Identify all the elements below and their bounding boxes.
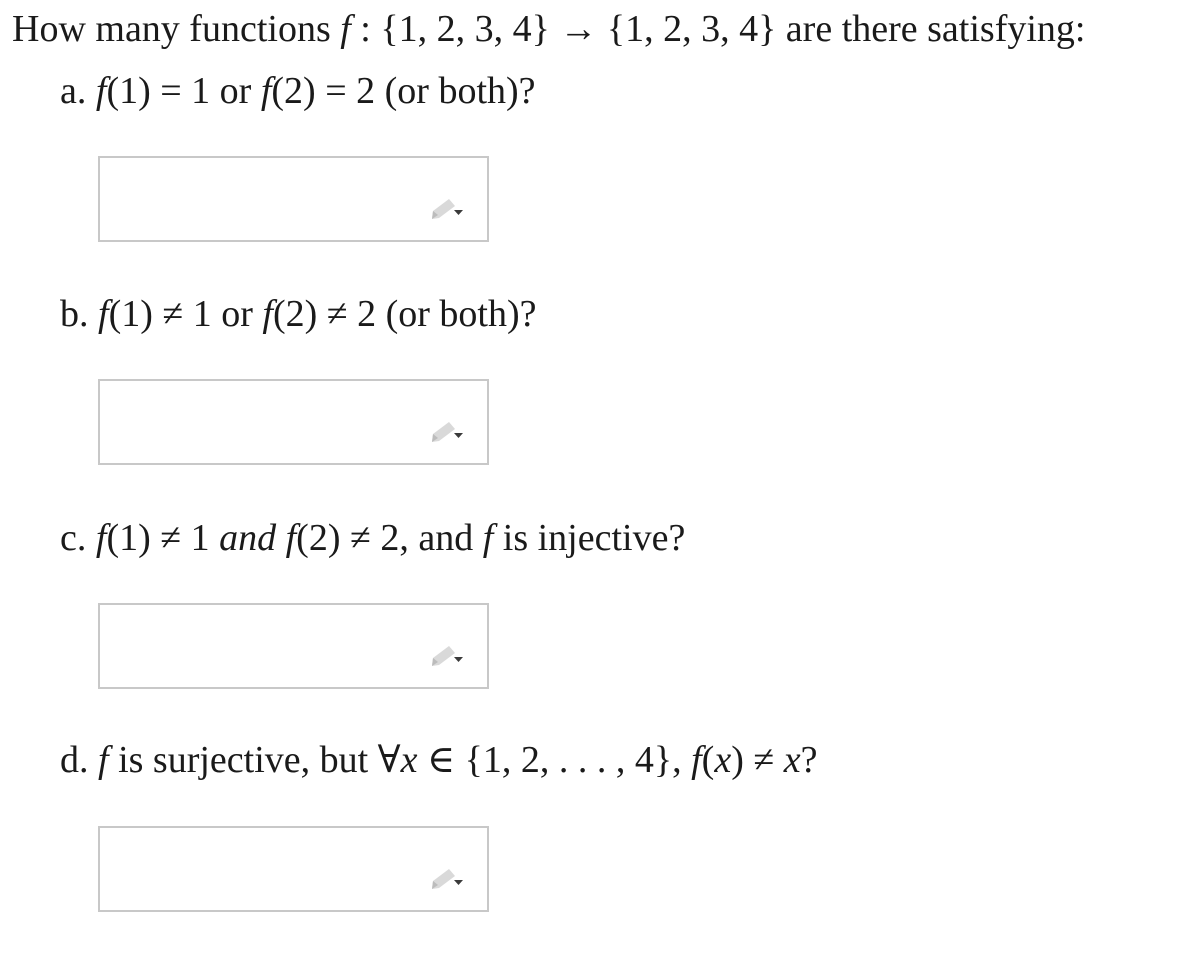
question-part-c [60,513,685,563]
pencil-icon[interactable] [429,417,467,443]
answer-input-a[interactable] [98,156,489,242]
question-part-b-text: b. f(1) ≠ 1 or f(2) ≠ 2 (or both)? [60,293,537,335]
pencil-icon[interactable] [429,194,467,220]
answer-input-b[interactable] [98,379,489,465]
answer-input-d[interactable] [98,826,489,912]
answer-input-c[interactable] [98,603,489,689]
pencil-icon[interactable] [429,641,467,667]
question-part-b [60,289,537,339]
question-part-a-text: a. f(1) = 1 or f(2) = 2 (or both)? [60,70,536,112]
question-prompt-rendered: How many functions f : {1, 2, 3, 4} → {1, 2, 3, 4} are there satisfying: [12,8,1086,50]
question-prompt [12,4,1085,54]
pencil-icon[interactable] [429,864,467,890]
question-part-a [60,66,536,116]
question-part-d [60,735,817,785]
question-part-c-text: c. f(1) ≠ 1 and f(2) ≠ 2, and f is injective? [60,517,686,559]
question-part-d-text: d. f is surjective, but ∀x ∈ {1, 2, . . . , 4}, f(x) ≠ x? [60,739,818,781]
